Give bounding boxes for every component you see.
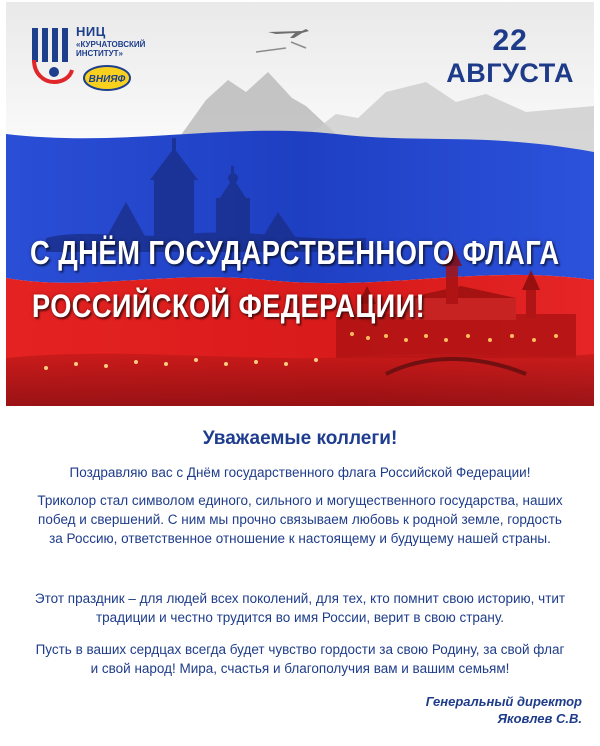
vniiaf-emblem-icon (82, 64, 132, 92)
signature (426, 693, 582, 727)
logo-abbreviation: НИЦ (76, 24, 106, 39)
signature-title: Генеральный директор (425, 694, 582, 709)
letter-paragraph-3: Этот праздник – для людей всех поколений, для тех, кто помнит свою историю, чтит традиции и честно трудится во имя России, верит в свою страну. (34, 591, 566, 625)
vniiaf-emblem-text: ВНИЯФ (88, 74, 126, 85)
headline-line-2: РОССИЙСКОЙ ФЕДЕРАЦИИ! (32, 288, 426, 324)
holiday-date (446, 26, 574, 87)
flag-banner (6, 2, 594, 406)
river (6, 354, 594, 406)
date-month: АВГУСТА (446, 58, 574, 88)
date-day: 22 (492, 24, 528, 57)
letter-paragraph-2: Триколор стал символом единого, сильного и могущественного государства, наших побед и свершений. С ним мы прочно связываем любовь к родной земле, гордость за Россию, ответственное отношение к настоящему и будущему нашей страны. (37, 493, 563, 546)
headline-line-1: С ДНЁМ ГОСУДАРСТВЕННОГО ФЛАГА (30, 234, 560, 271)
institute-logo (30, 24, 146, 94)
signature-name: Яковлев С.В. (497, 711, 582, 726)
letter-paragraph-4: Пусть в ваших сердцах всегда будет чувство гордости за свою Родину, за свой флаг и свой народ! Мира, счастья и благополучия вам и вашим семьям! (35, 642, 565, 676)
letter-greeting: Уважаемые коллеги! (202, 428, 398, 449)
letter-paragraph-1: Поздравляю вас с Днём государственного флага Российской Федерации! (69, 465, 531, 480)
kurchatov-institute-logo-icon (30, 24, 74, 92)
logo-institute-name: «КУРЧАТОВСКИЙ ИНСТИТУТ» (76, 40, 146, 58)
